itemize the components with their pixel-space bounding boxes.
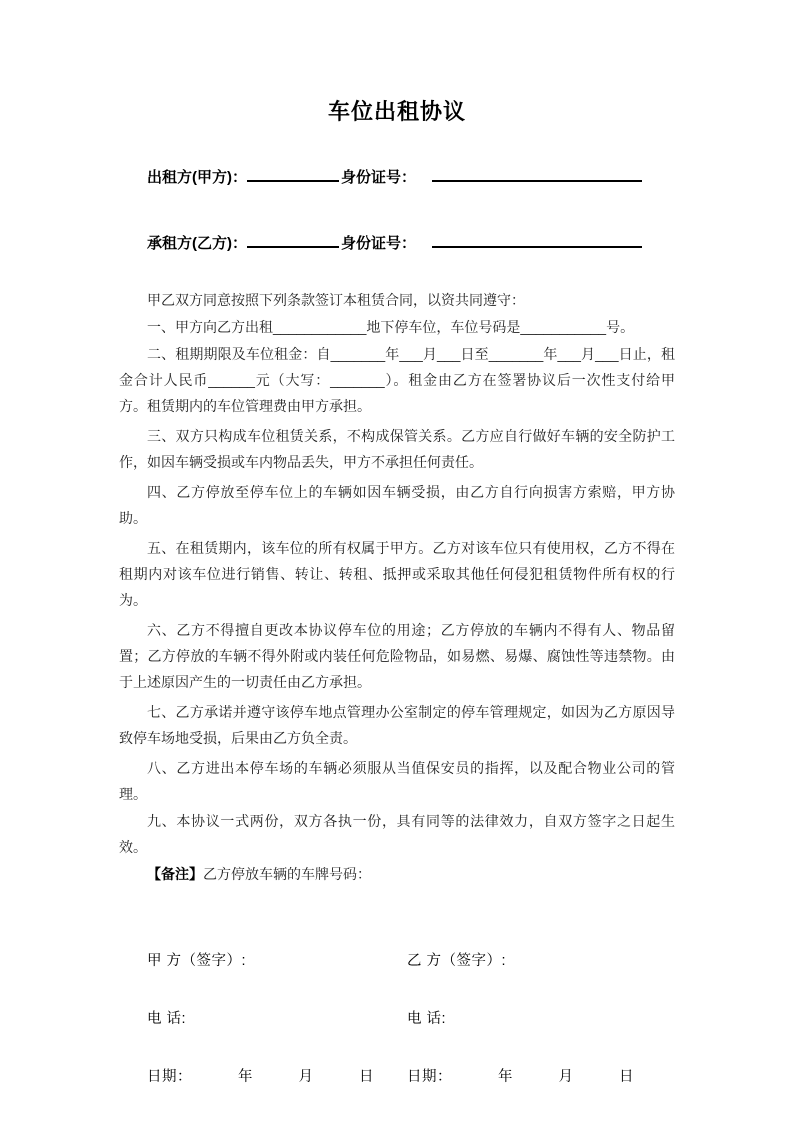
party-b-day-label: 日 xyxy=(619,1069,634,1085)
party-a-phone-label: 电 话: xyxy=(147,1011,187,1027)
party-a-id-blank xyxy=(432,167,642,182)
party-b-row xyxy=(119,232,675,253)
party-b-year-label: 年 xyxy=(498,1069,513,1085)
party-b-phone-label: 电 话: xyxy=(407,1011,447,1027)
party-b-date-label: 日期： xyxy=(407,1069,452,1085)
signature-name-row xyxy=(147,949,675,970)
remark-text: 乙方停放车辆的车牌号码： xyxy=(203,866,371,882)
party-a-date-label: 日期： xyxy=(147,1069,192,1085)
remark-paragraph xyxy=(119,861,675,887)
signature-section xyxy=(119,949,675,1086)
party-a-name-blank xyxy=(247,167,339,182)
clause-8: 八、乙方进出本停车场的车辆必须服从当值保安员的指挥，以及配合物业公司的管理。 xyxy=(119,760,675,802)
party-b-signature-label: 乙 方（签字）: xyxy=(407,953,507,969)
clause-3: 三、双方只构成车位租赁关系，不构成保管关系。乙方应自行做好车辆的安全防护工作，如因车辆受损或车内物品丢失，甲方不承担任何责任。 xyxy=(119,428,675,470)
agreement-body xyxy=(119,287,675,887)
party-b-month-label: 月 xyxy=(558,1069,573,1085)
party-b-id-blank xyxy=(432,233,642,248)
remark-label: 【备注】 xyxy=(147,866,203,882)
clause-7: 七、乙方承诺并遵守该停车地点管理办公室制定的停车管理规定，如因为乙方原因导致停车场地受损，后果由乙方负全责。 xyxy=(119,704,675,746)
clause-1: 一、甲方向乙方出租____________地下停车位，车位号码是___________号。 xyxy=(147,319,635,335)
party-a-month-label: 月 xyxy=(298,1069,313,1085)
signature-date-row xyxy=(147,1065,675,1086)
party-a-label: 出租方(甲方)： xyxy=(147,169,247,186)
clause-6: 六、乙方不得擅自更改本协议停车位的用途；乙方停放的车辆内不得有人、物品留置；乙方停放的车辆不得外附或内装任何危险物品，如易燃、易爆、腐蚀性等违禁物。由于上述原因产生的一切责任由乙方承担。 xyxy=(119,622,675,690)
clause-9: 九、本协议一式两份，双方各执一份，具有同等的法律效力，自双方签字之日起生效。 xyxy=(119,813,675,855)
clause-2: 二、租期期限及车位租金：自_______年___月___日至_______年___月___日止，租金合计人民币______元（大写：_______）。租金由乙方在签署协议后一次性支付给甲方。租赁期内的车位管理费由甲方承担。 xyxy=(119,346,675,414)
clause-4: 四、乙方停放至停车位上的车辆如因车辆受损，由乙方自行向损害方索赔，甲方协助。 xyxy=(119,484,675,526)
intro-paragraph: 甲乙双方同意按照下列条款签订本租赁合同，以资共同遵守： xyxy=(147,292,525,308)
document-title: 车位出租协议 xyxy=(327,99,466,124)
party-a-id-label: 身份证号： xyxy=(341,169,417,186)
party-b-id-label: 身份证号： xyxy=(341,235,417,252)
party-a-row xyxy=(119,166,675,187)
clause-5: 五、在租赁期内，该车位的所有权属于甲方。乙方对该车位只有使用权，乙方不得在租期内对该车位进行销售、转让、转租、抵押或采取其他任何侵犯租赁物件所有权的行为。 xyxy=(119,540,675,608)
party-b-name-blank xyxy=(247,233,339,248)
signature-phone-row xyxy=(147,1007,675,1028)
party-a-year-label: 年 xyxy=(238,1069,253,1085)
party-b-label: 承租方(乙方)： xyxy=(147,235,247,252)
party-a-signature-label: 甲 方（签字）: xyxy=(147,953,247,969)
party-a-day-label: 日 xyxy=(359,1069,374,1085)
